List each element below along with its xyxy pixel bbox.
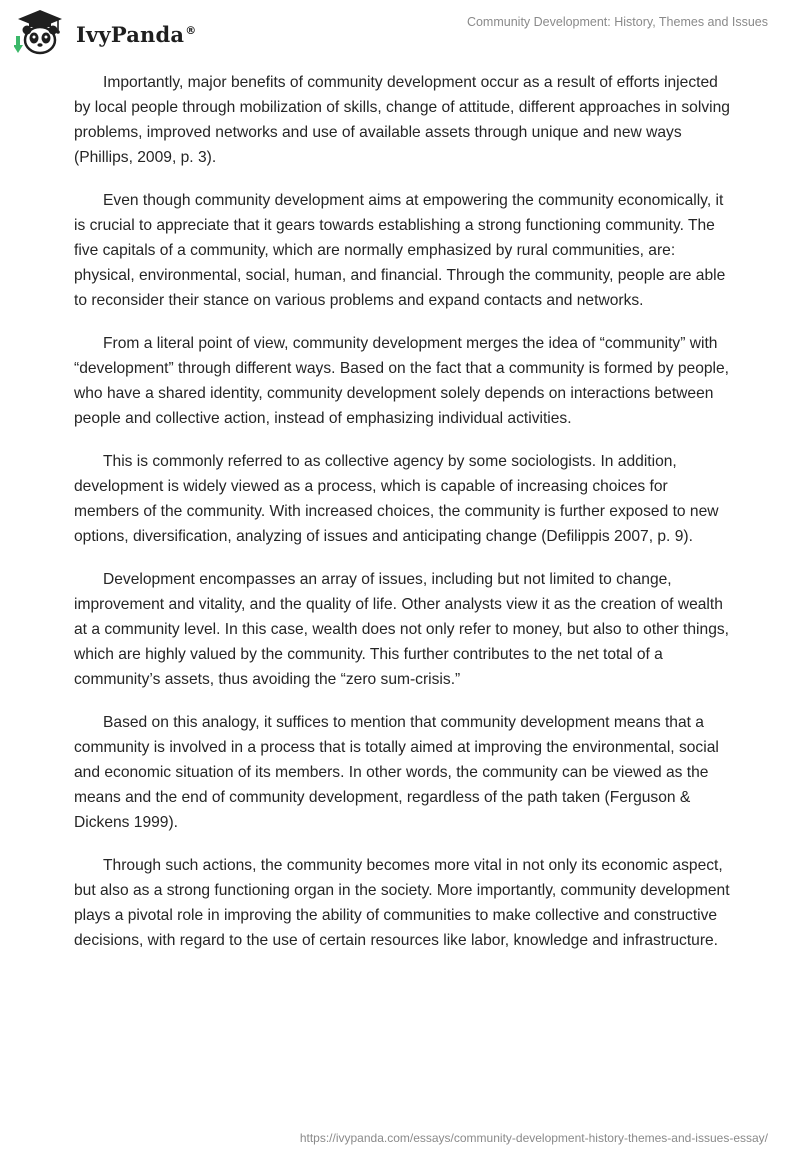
- page-header: [0, 0, 800, 60]
- essay-body: [74, 70, 734, 971]
- paragraph: Even though community development aims at empowering the community economically, it is crucial to appreciate that it gears towards establishing a strong functioning community. The five capitals of a community, which are normally emphasized by rural communities, are: physical, environmental, social, human, and financial. Through the community, people are able to reconsider their stance on various problems and expand contacts and networks.: [74, 192, 726, 309]
- brand-logo[interactable]: [14, 8, 196, 56]
- source-url-link[interactable]: https://ivypanda.com/essays/community-development-history-themes-and-issues-essay/: [299, 1131, 768, 1145]
- brand-name: IvyPanda®: [76, 21, 197, 47]
- paragraph: This is commonly referred to as collective agency by some sociologists. In addition, development is widely viewed as a process, which is capable of increasing choices for members of the community. With increased choices, the community is further exposed to new options, diversification, analyzing of issues and anticipating change (Defilippis 2007, p. 9).: [74, 453, 719, 545]
- panda-graduate-icon: [14, 8, 66, 56]
- paragraph: From a literal point of view, community development merges the idea of “community” with “development” through different ways. Based on the fact that a community is formed by people, who have a shared identity, community development solely depends on interactions between people and collective action, instead of emphasizing individual activities.: [74, 335, 730, 427]
- paragraph: Development encompasses an array of issues, including but not limited to change, improvement and vitality, and the quality of life. Other analysts view it as the creation of wealth at a community level. In this case, wealth does not only refer to money, but also to other things, which are highly valued by the community. This further contributes to the net total of a community’s assets, thus avoiding the “zero sum-crisis.”: [74, 571, 729, 688]
- paragraph: Based on this analogy, it suffices to mention that community development means that a community is involved in a process that is totally aimed at improving the environmental, social and economic situation of its members. In other words, the community can be viewed as the means and the end of community development, regardless of the path taken (Ferguson & Dickens 1999).: [74, 714, 719, 831]
- document-title: Community Development: History, Themes and Issues: [466, 15, 768, 29]
- paragraph: Through such actions, the community becomes more vital in not only its economic aspect, but also as a strong functioning organ in the society. More importantly, community development plays a pivotal role in improving the ability of communities to make collective and constructive decisions, with regard to the use of certain resources like labor, knowledge and infrastructure.: [74, 857, 730, 949]
- paragraph: Importantly, major benefits of community development occur as a result of efforts injected by local people through mobilization of skills, change of attitude, different approaches in solving problems, improved networks and use of available assets through unique and new ways (Phillips, 2009, p. 3).: [74, 74, 730, 166]
